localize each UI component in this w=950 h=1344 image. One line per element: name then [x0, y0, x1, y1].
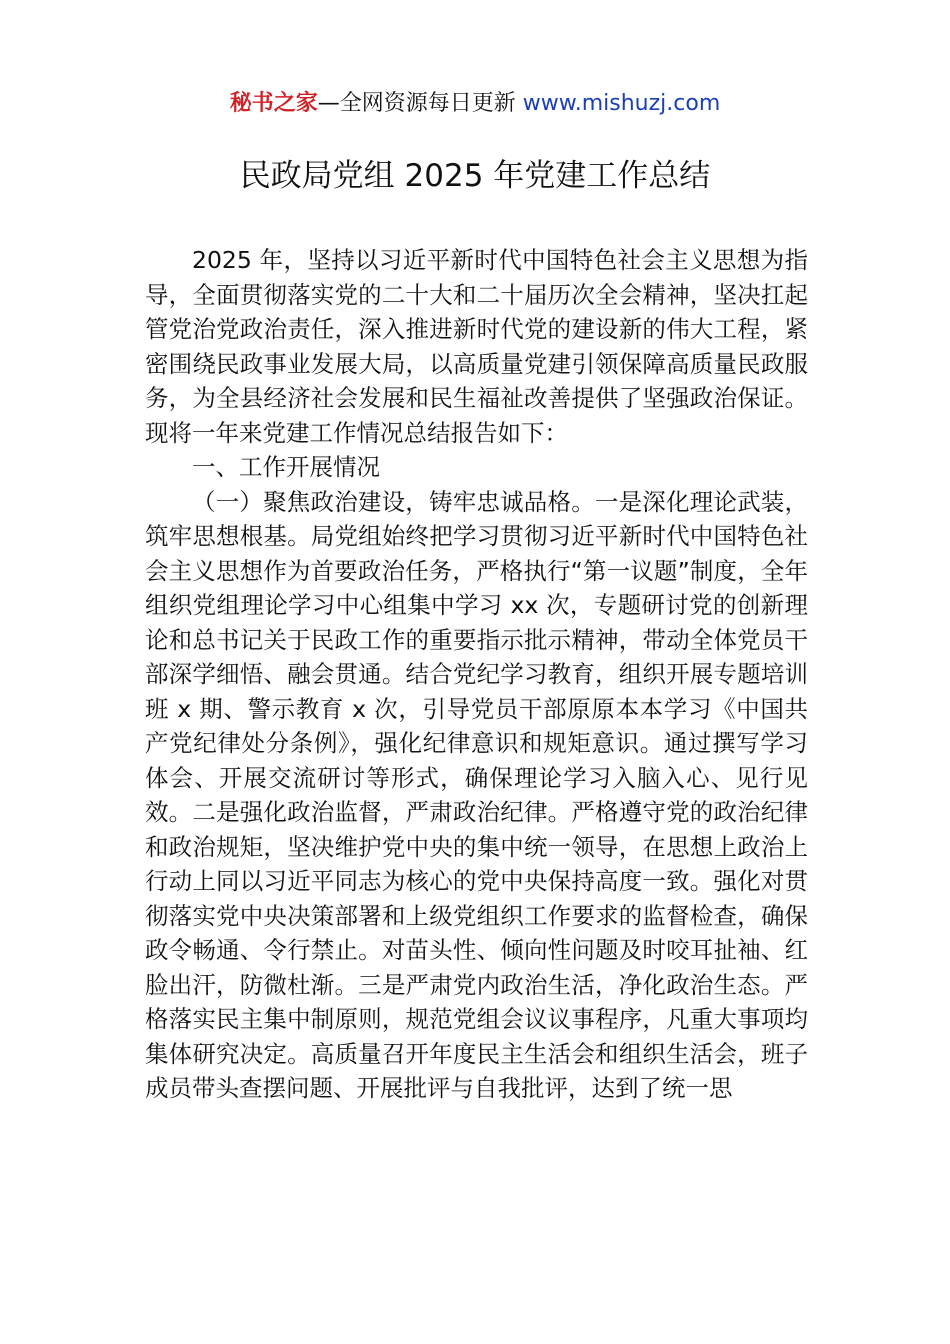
body-paragraph: （一）聚焦政治建设，铸牢忠诚品格。一是深化理论武装，筑牢思想根基。局党组始终把学习贯彻习近平新时代中国特色社会主义思想作为首要政治任务，严格执行“第一议题”制度，全年组织党组理论学习中心组集中学习 xx 次，专题研讨党的创新理论和总书记关于民政工作的重要指示批示精神，带动全体党员干部深学细悟、融会贯通。结合党纪学习教育，组织开展专题培训班 x 期、警示教育 x 次，引导党员干部原原本本学习《中国共产党纪律处分条例》，强化纪律意识和规矩意识。通过撰写学习体会、开展交流研讨等形式，确保理论学习入脑入心、见行见效。二是强化政治监督，严肃政治纪律。严格遵守党的政治纪律和政治规矩，坚决维护党中央的集中统一领导，在思想上政治上行动上同以习近平同志为核心的党中央保持高度一致。强化对贯彻落实党中央决策部署和上级党组织工作要求的监督检查，确保政令畅通、令行禁止。对苗头性、倾向性问题及时咬耳扯袖、红脸出汗，防微杜渐。三是严肃党内政治生活，净化政治生态。严格落实民主集中制原则，规范党组会议议事程序，凡重大事项均集体研究决定。高质量召开年度民主生活会和组织生活会，班子成员带头查摆问题、开展批评与自我批评，达到了统一思	[145, 487, 808, 1102]
site-banner	[0, 86, 950, 122]
site-url-link[interactable]: www.mishuzj.com	[522, 91, 721, 116]
site-brand: 秘书之家	[229, 91, 318, 116]
intro-paragraph: 2025 年，坚持以习近平新时代中国特色社会主义思想为指导，全面贯彻落实党的二十大和二十届历次全会精神，坚决扛起管党治党政治责任，深入推进新时代党的建设新的伟大工程，紧密围绕民政事业发展大局，以高质量党建引领保障高质量民政服务，为全县经济社会发展和民生福祉改善提供了坚强政治保证。现将一年来党建工作情况总结报告如下：	[145, 246, 808, 447]
section-heading: 一、工作开展情况	[192, 453, 380, 481]
document-title: 民政局党组 2025 年党建工作总结	[239, 158, 711, 194]
document-body	[145, 243, 808, 1106]
site-slogan: —全网资源每日更新	[317, 91, 523, 116]
